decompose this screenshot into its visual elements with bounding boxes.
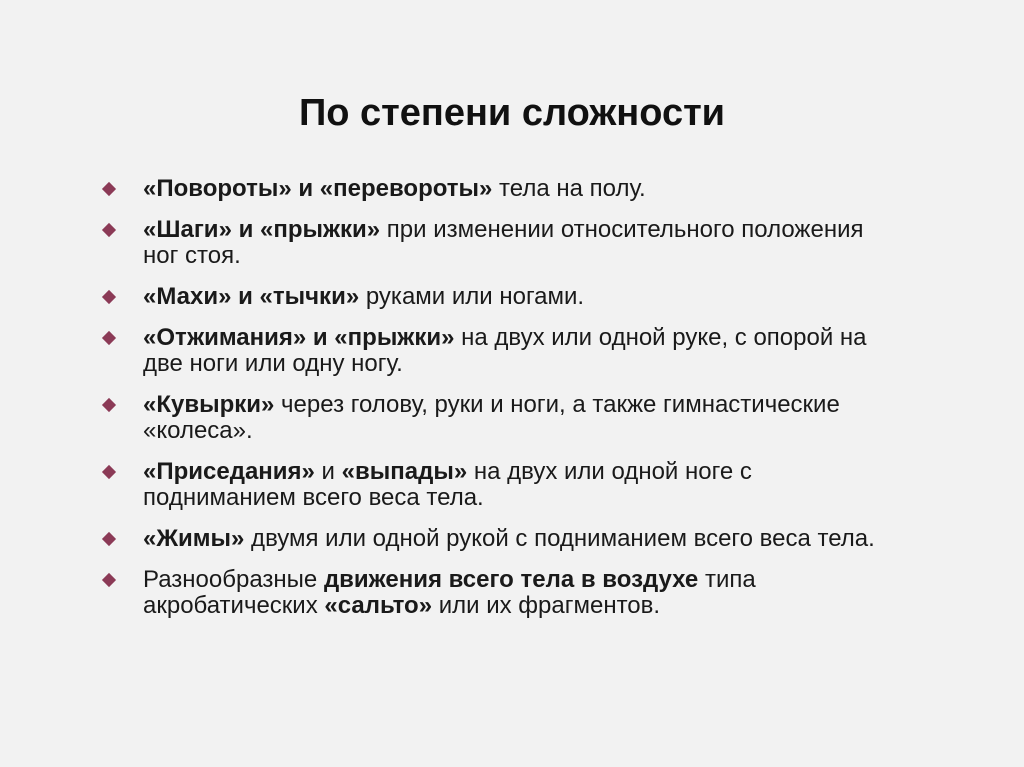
text: на двух или одной руке, с опорой на две ноги или одну ногу.: [143, 324, 867, 377]
list-item-text: [143, 525, 875, 552]
bold-text: движения всего тела в воздухе: [323, 566, 699, 593]
bold-text: «Отжимания» и «прыжки»: [143, 324, 455, 351]
list-item-text: [143, 458, 752, 511]
text: и: [314, 458, 342, 485]
list-item: [100, 325, 900, 377]
list-item: [100, 392, 900, 444]
list-item-text: [143, 324, 867, 377]
text: через голову, руки и ноги, а также гимнастические «колеса».: [143, 391, 840, 444]
text: руками или ногами.: [359, 283, 585, 310]
text: при изменении относительного положения ног стоя.: [143, 216, 864, 269]
bold-text: «Махи» и «тычки»: [143, 283, 360, 310]
slide-title: По степени сложности: [298, 92, 726, 134]
bold-text: «сальто»: [324, 592, 433, 619]
list-item-text: [143, 391, 840, 444]
list-item-text: [143, 175, 646, 202]
diamond-bullet-icon: [102, 573, 116, 587]
text: двумя или одной рукой с подниманием всего веса тела.: [244, 525, 875, 552]
text: Разнообразные: [143, 566, 324, 593]
bold-text: «Повороты» и «перевороты»: [143, 175, 493, 202]
list-item: [100, 567, 900, 619]
bold-text: «Приседания»: [143, 458, 315, 485]
list-item: [100, 459, 900, 511]
text: на двух или одной ноге с подниманием всего веса тела.: [143, 458, 752, 511]
text: типа акробатических: [143, 566, 756, 619]
diamond-bullet-icon: [102, 290, 116, 304]
diamond-bullet-icon: [102, 223, 116, 237]
bullet-list: [100, 176, 900, 634]
text: или их фрагментов.: [432, 592, 661, 619]
bold-text: «Кувырки»: [143, 391, 275, 418]
list-item: [100, 526, 900, 552]
list-item: [100, 217, 900, 269]
diamond-bullet-icon: [102, 182, 116, 196]
diamond-bullet-icon: [102, 398, 116, 412]
diamond-bullet-icon: [102, 331, 116, 345]
text: тела на полу.: [492, 175, 646, 202]
list-item: [100, 176, 900, 202]
list-item-text: [143, 566, 756, 619]
bold-text: «Шаги» и «прыжки»: [143, 216, 381, 243]
list-item-text: [143, 283, 584, 310]
list-item-text: [143, 216, 864, 269]
list-item: [100, 284, 900, 310]
bold-text: «Жимы»: [143, 525, 245, 552]
bold-text: «выпады»: [341, 458, 468, 485]
diamond-bullet-icon: [102, 465, 116, 479]
diamond-bullet-icon: [102, 532, 116, 546]
